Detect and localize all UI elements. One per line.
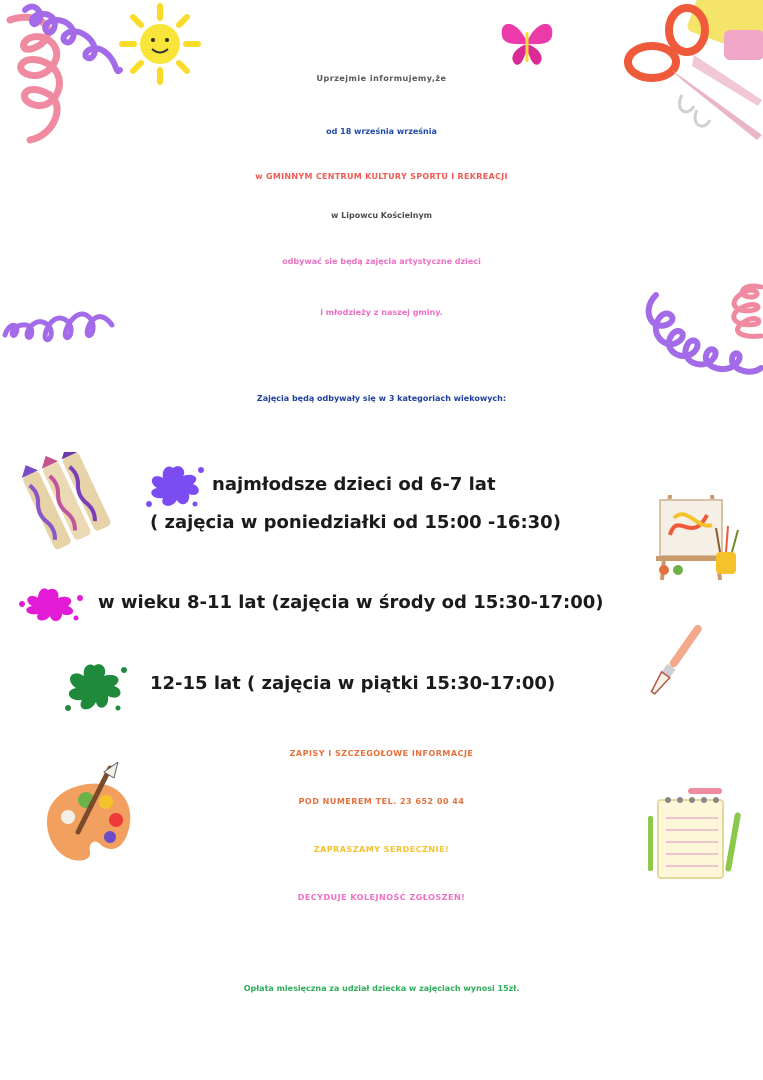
category-1-age: najmłodsze dzieci od 6-7 lat <box>212 474 496 495</box>
order-note-line: DECYDUJE KOLEJNOŚĆ ZGŁOSZEŃ! <box>297 893 466 902</box>
category-3-age-schedule: 12-15 lat ( zajęcia w piątki 15:30-17:00) <box>150 673 556 694</box>
description-line-1: odbywać sie będą zajęcia artystyczne dzieci <box>282 257 481 266</box>
easel-painting-icon <box>652 490 747 585</box>
purple-spiral-icon <box>20 0 130 80</box>
purple-squiggle-icon <box>0 295 120 350</box>
venue-line: w GMINNYM CENTRUM KULTURY SPORTU I REKREACJI <box>255 172 508 181</box>
phone-number-line: POD NUMEREM TEL. 23 652 00 44 <box>298 797 465 806</box>
magenta-paint-splash-icon <box>16 584 86 626</box>
categories-heading: Zajęcia będą odbywały się w 3 kategoriach wiekowych: <box>256 394 507 403</box>
purple-spiral-right-icon <box>636 290 763 380</box>
invitation-line: ZAPRASZAMY SERDECZNIE! <box>313 845 450 854</box>
description-line-2: i młodzieży z naszej gminy. <box>320 308 443 317</box>
category-1-schedule: ( zajęcia w poniedziałki od 15:00 -16:30) <box>150 512 561 533</box>
purple-paint-splash-icon <box>143 460 207 512</box>
category-2-age-schedule: w wieku 8-11 lat (zajęcia w środy od 15:30-17:00) <box>98 592 604 613</box>
paintbrush-icon <box>645 618 707 703</box>
headline: Uprzejmie informujemy,że <box>316 74 447 83</box>
signup-info-line: ZAPISY I SZCZEGÓŁOWE INFORMACJE <box>289 749 474 758</box>
place-line: w Lipowcu Kościelnym <box>330 211 433 220</box>
butterfly-icon <box>497 14 557 70</box>
date-line: od 18 września września <box>326 127 437 136</box>
fee-line: Opłata miesięczna za udział dziecka w zajęciach wynosi 15zł. <box>243 984 520 993</box>
crayons-icon <box>18 452 113 552</box>
green-paint-splash-icon <box>60 658 132 716</box>
